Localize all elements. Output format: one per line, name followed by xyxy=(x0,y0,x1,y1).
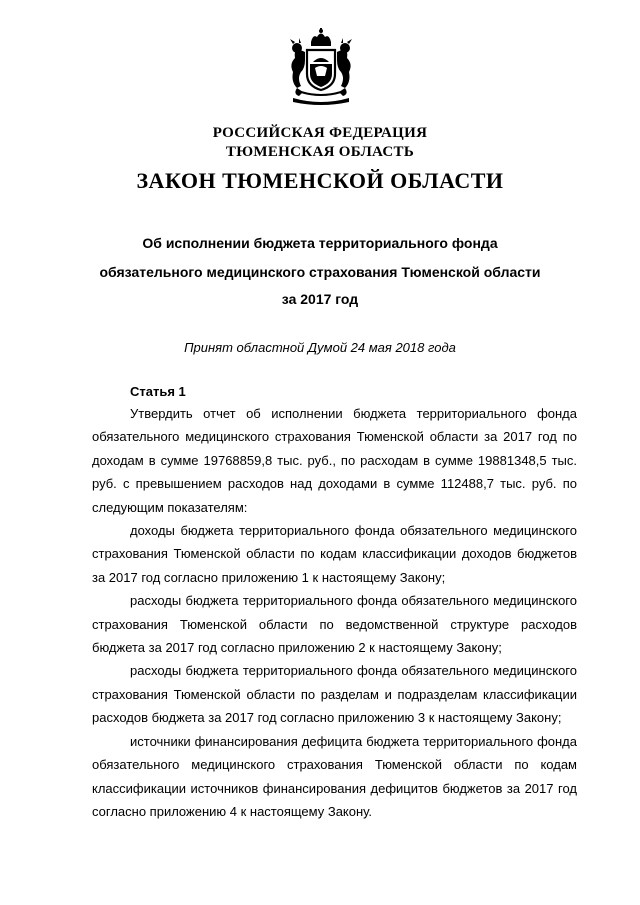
article-paragraph: доходы бюджета территориального фонда обязательного медицинского страхования Тюменской области по кодам классификации доходов бюджетов за 2017 год согласно приложению 1 к настоящему Закону; xyxy=(92,523,577,585)
region-heading: ТЮМЕНСКАЯ ОБЛАСТЬ xyxy=(225,144,415,160)
article-paragraph: Утвердить отчет об исполнении бюджета территориального фонда обязательного медицинского страхования Тюменской области за 2017 год по доходам в сумме 19768859,8 тыс. руб., по расходам в сумме 19881348,5 тыс. руб. с превышением расходов над доходами в сумме 112488,7 тыс. руб. по следующим показателям: xyxy=(92,406,577,515)
law-title-line-3: за 2017 год xyxy=(281,291,359,307)
article-paragraph: источники финансирования дефицита бюджета территориального фонда обязательного медицинского страхования Тюменской области по кодам классификации источников финансирования дефицитов бюджетов за 2017 год согласно приложению 4 к настоящему Закону. xyxy=(92,733,577,819)
law-title-line-1: Об исполнении бюджета территориального фонда xyxy=(142,235,498,251)
country-heading: РОССИЙСКАЯ ФЕДЕРАЦИЯ xyxy=(212,125,428,141)
law-title-line-2: обязательного медицинского страхования Тюменской области xyxy=(99,264,541,280)
adoption-note: Принят областной Думой 24 мая 2018 года xyxy=(184,340,456,355)
coat-of-arms-icon xyxy=(283,28,359,108)
article-heading: Статья 1 xyxy=(130,384,186,399)
article-paragraph: расходы бюджета территориального фонда обязательного медицинского страхования Тюменской области по разделам и подразделам классификации расходов бюджета за 2017 год согласно приложению 3 к настоящему Закону; xyxy=(92,663,577,726)
article-body xyxy=(92,402,577,823)
law-heading: ЗАКОН ТЮМЕНСКОЙ ОБЛАСТИ xyxy=(136,168,504,193)
article-paragraph: расходы бюджета территориального фонда обязательного медицинского страхования Тюменской области по ведомственной структуре расходов бюджета за 2017 год согласно приложению 2 к настоящему Закону; xyxy=(92,593,577,656)
